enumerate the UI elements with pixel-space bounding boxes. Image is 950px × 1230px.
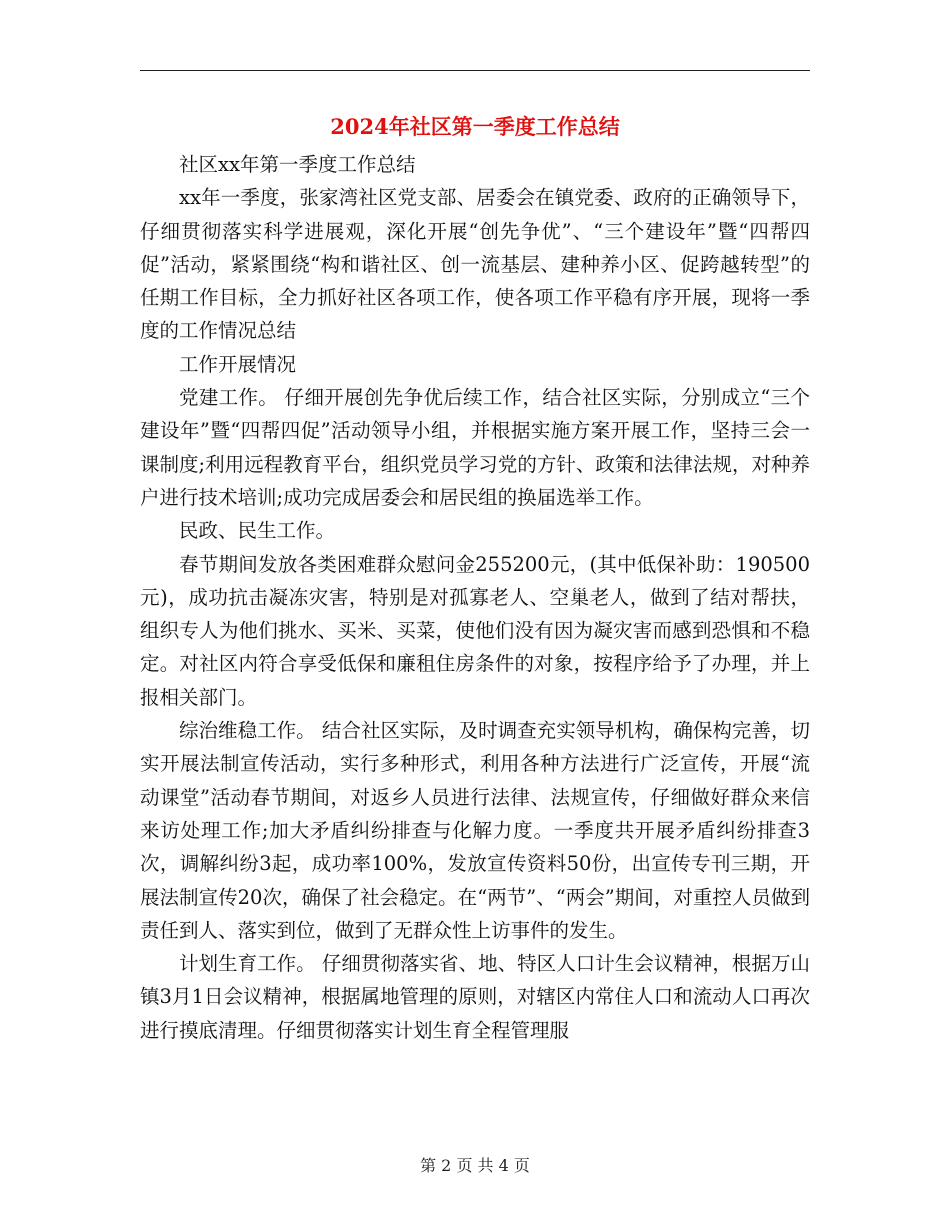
- paragraph-subtitle: 社区xx年第一季度工作总结: [179, 153, 416, 176]
- header-rule: [140, 70, 810, 71]
- paragraph-family-planning: 计划生育工作。 仔细贯彻落实省、地、特区人口计生会议精神，根据万山镇3月1日会议精神，根据属地管理的原则，对辖区内常住人口和流动人口再次进行摸底清理。仔细贯彻落实计划生育全程管理服: [140, 952, 810, 1042]
- paragraph-party-building: 党建工作。 仔细开展创先争优后续工作，结合社区实际，分别成立“三个建设年”暨“四帮四促”活动领导小组，并根据实施方案开展工作，坚持三会一课制度;利用远程教育平台，组织党员学习党的方针、政策和法律法规，对种养户进行技术培训;成功完成居委会和居民组的换届选举工作。: [140, 386, 810, 509]
- document-title: 2024年社区第一季度工作总结: [330, 114, 620, 139]
- paragraph-civil-affairs: 春节期间发放各类困难群众慰问金255200元，(其中低保补助：190500元)，成功抗击凝冻灾害，特别是对孤寡老人、空巢老人，做到了结对帮扶，组织专人为他们挑水、买米、买菜，使他们没有因为凝灾害而感到恐惧和不稳定。对社区内符合享受低保和廉租住房条件的对象，按程序给予了办理，并上报相关部门。: [140, 552, 810, 709]
- section-heading-work-status: 工作开展情况: [179, 352, 297, 376]
- section-heading-civil-affairs: 民政、民生工作。: [179, 519, 336, 543]
- page-number: 第 2 页 共 4 页: [420, 1156, 530, 1175]
- document-body: [140, 148, 810, 1047]
- paragraph-intro: xx年一季度，张家湾社区党支部、居委会在镇党委、政府的正确领导下，仔细贯彻落实科学进展观，深化开展“创先争优”、“三个建设年”暨“四帮四促”活动，紧紧围绕“构和谐社区、创一流基层、建种养小区、促跨越转型”的任期工作目标，全力抓好社区各项工作，使各项工作平稳有序开展，现将一季度的工作情况总结: [140, 186, 810, 343]
- paragraph-stability: 综治维稳工作。 结合社区实际，及时调查充实领导机构，确保构完善，切实开展法制宣传活动，实行多种形式，利用各种方法进行广泛宣传，开展“流动课堂”活动春节期间，对返乡人员进行法律、法规宣传，仔细做好群众来信来访处理工作;加大矛盾纠纷排查与化解力度。一季度共开展矛盾纠纷排查3次，调解纠纷3起，成功率100%，发放宣传资料50份，出宣传专刊三期，开展法制宣传20次，确保了社会稳定。在“两节”、“两会”期间，对重控人员做到责任到人、落实到位，做到了无群众性上访事件的发生。: [140, 719, 810, 942]
